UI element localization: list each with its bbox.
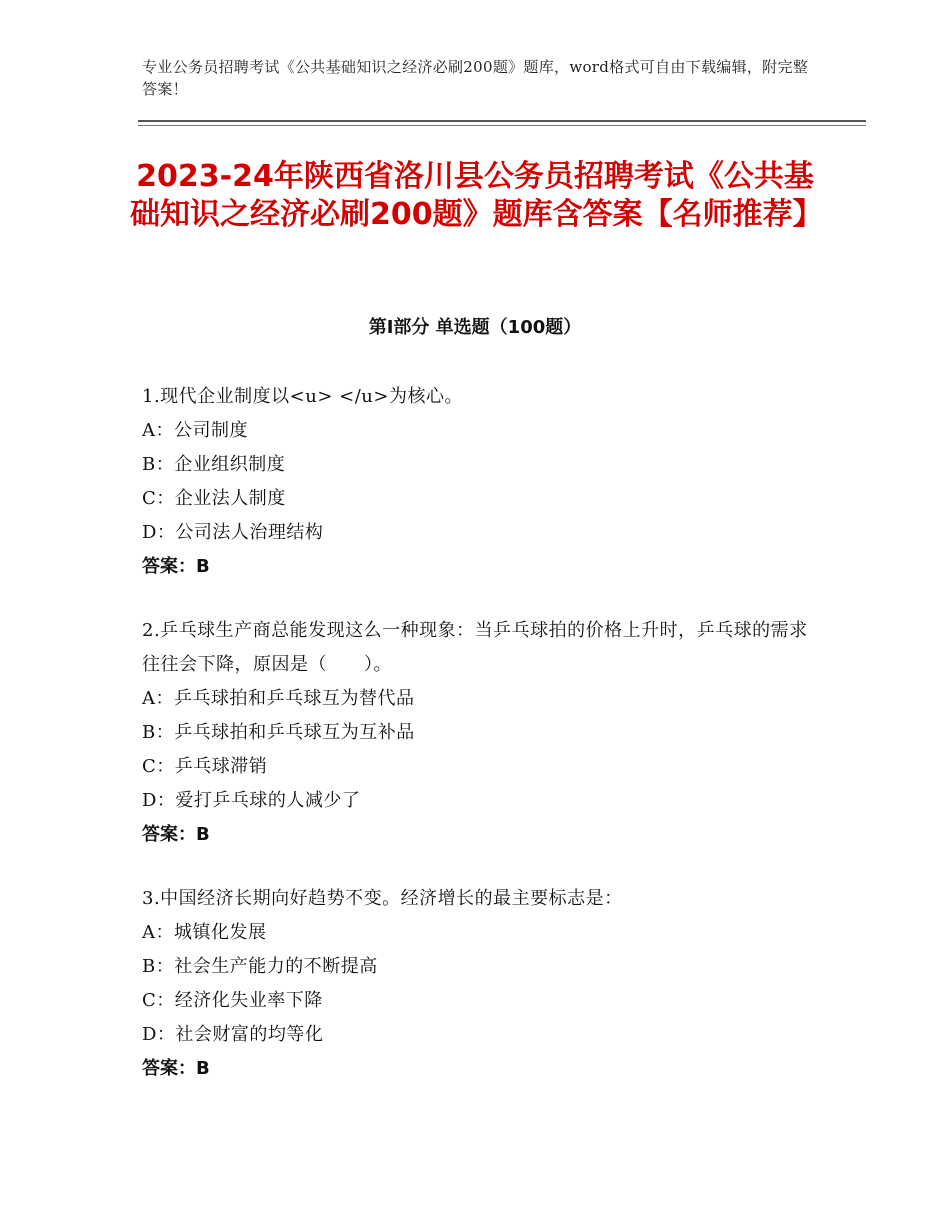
option-d: D：爱打乒乓球的人减少了 bbox=[142, 790, 361, 811]
question-stem: 3.中国经济长期向好趋势不变。经济增长的最主要标志是： bbox=[142, 888, 623, 909]
header-divider-thin bbox=[138, 125, 866, 126]
option-a: A：乒乓球拍和乒乓球互为替代品 bbox=[142, 688, 415, 709]
option-b: B：企业组织制度 bbox=[142, 454, 286, 475]
option-d: D：社会财富的均等化 bbox=[142, 1024, 324, 1045]
option-b: B：社会生产能力的不断提高 bbox=[142, 956, 378, 977]
answer: 答案：B bbox=[142, 1058, 210, 1079]
document-title: 2023-24年陕西省洛川县公务员招聘考试《公共基础知识之经济必刷200题》题库含答案【名师推荐】 bbox=[130, 159, 823, 232]
option-d: D：公司法人治理结构 bbox=[142, 522, 324, 543]
option-c: C：企业法人制度 bbox=[142, 488, 286, 509]
question-3 bbox=[142, 882, 822, 1086]
header-note: 专业公务员招聘考试《公共基础知识之经济必刷200题》题库，word格式可自由下载编辑，附完整答案！ bbox=[142, 58, 809, 98]
question-list bbox=[142, 380, 822, 1116]
part-heading: 第Ⅰ部分 单选题（100题） bbox=[368, 317, 582, 338]
answer: 答案：B bbox=[142, 824, 210, 845]
header-divider bbox=[138, 120, 866, 122]
answer: 答案：B bbox=[142, 556, 210, 577]
option-c: C：乒乓球滞销 bbox=[142, 756, 268, 777]
option-c: C：经济化失业率下降 bbox=[142, 990, 323, 1011]
option-a: A：城镇化发展 bbox=[142, 922, 267, 943]
option-b: B：乒乓球拍和乒乓球互为互补品 bbox=[142, 722, 415, 743]
question-stem: 1.现代企业制度以<u> </u>为核心。 bbox=[142, 386, 463, 407]
question-stem: 2.乒乓球生产商总能发现这么一种现象：当乒乓球拍的价格上升时，乒乓球的需求往往会下降，原因是（ ）。 bbox=[142, 620, 808, 675]
question-2 bbox=[142, 614, 822, 852]
question-1 bbox=[142, 380, 822, 584]
option-a: A：公司制度 bbox=[142, 420, 248, 441]
